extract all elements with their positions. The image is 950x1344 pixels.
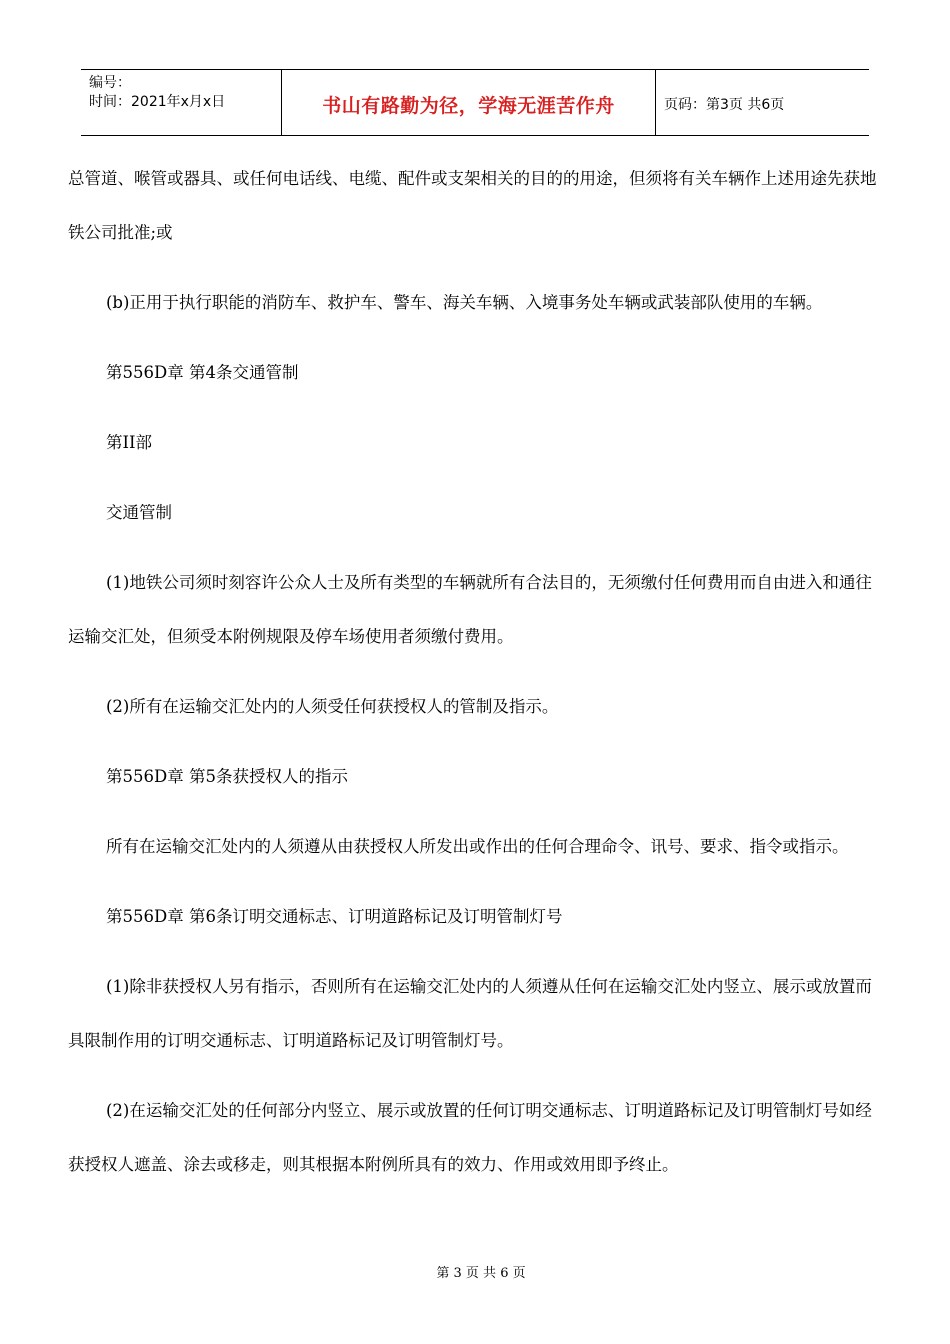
header-meta-cell (81, 70, 282, 135)
document-date-label: 时间：2021年x月x日 (89, 94, 226, 110)
footer-page-number: 第 3 页 共 6 页 (436, 1266, 526, 1281)
paragraph: (2)在运输交汇处的任何部分内竖立、展示或放置的任何订明交通标志、订明道路标记及订明管制灯号如经获授权人遮盖、涂去或移走，则其根据本附例所具有的效力、作用或效用即予终止。 (68, 1101, 872, 1174)
document-body (68, 152, 884, 1192)
section-heading: 第556D章 第5条获授权人的指示 (106, 767, 348, 786)
header-motto-cell (282, 70, 656, 135)
section-heading: 第556D章 第6条订明交通标志、订明道路标记及订明管制灯号 (106, 907, 563, 926)
part-heading: 第II部 (106, 433, 153, 452)
page-footer (0, 1262, 950, 1281)
document-number-label: 编号： (89, 75, 131, 91)
header-page-cell (656, 70, 869, 135)
paragraph: 所有在运输交汇处内的人须遵从由获授权人所发出或作出的任何合理命令、讯号、要求、指令或指示。 (106, 837, 849, 856)
paragraph: (1)地铁公司须时刻容许公众人士及所有类型的车辆就所有合法目的，无须缴付任何费用而自由进入和通往运输交汇处，但须受本附例规限及停车场使用者须缴付费用。 (68, 573, 872, 646)
section-heading: 第556D章 第4条交通管制 (106, 363, 299, 382)
header-motto: 书山有路勤为径，学海无涯苦作舟 (322, 95, 615, 117)
header-page-info: 页码：第3页 共6页 (664, 96, 785, 113)
paragraph: (2)所有在运输交汇处内的人须受任何获授权人的管制及指示。 (106, 697, 559, 716)
paragraph: 总管道、喉管或器具、或任何电话线、电缆、配件或支架相关的目的的用途，但须将有关车辆作上述用途先获地铁公司批准;或 (68, 169, 877, 242)
document-header (81, 69, 869, 136)
part-title: 交通管制 (106, 503, 172, 522)
paragraph: (1)除非获授权人另有指示，否则所有在运输交汇处内的人须遵从任何在运输交汇处内竖立、展示或放置而具限制作用的订明交通标志、订明道路标记及订明管制灯号。 (68, 977, 872, 1050)
paragraph: (b)正用于执行职能的消防车、救护车、警车、海关车辆、入境事务处车辆或武装部队使用的车辆。 (106, 293, 823, 312)
